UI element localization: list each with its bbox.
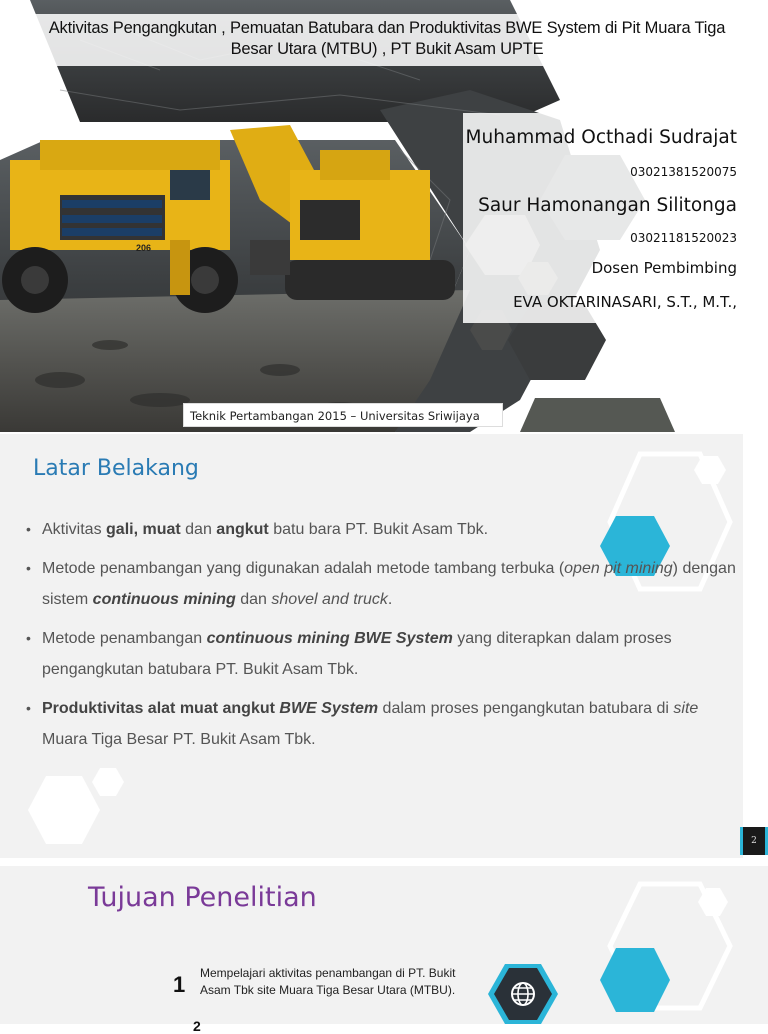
background-bullets (26, 514, 738, 763)
footer-text: Teknik Pertambangan 2015 – Universitas Sriwijaya (190, 409, 480, 423)
goal-1-number: 1 (173, 972, 186, 997)
globe-icon (509, 980, 537, 1008)
goal-1-text: Mempelajari aktivitas penambangan di PT. Bukit Asam Tbk site Muara Tiga Besar Utara (MTBU). (200, 966, 456, 997)
bullet-3: • Metode penambangan continuous mining BWE System yang diterapkan dalam proses pengangkutan batubara PT. Bukit Asam Tbk. (26, 623, 738, 685)
hex-white-small (92, 768, 124, 796)
author1-name: Muhammad Octhadi Sudrajat (465, 127, 737, 148)
hex-outline-small (694, 456, 726, 484)
hex-white-large (28, 776, 100, 844)
section-title-latar-belakang: Latar Belakang (33, 456, 199, 481)
truck-number: 206 (136, 243, 152, 253)
presentation-title-line2: Besar Utara (MTBU) , PT Bukit Asam UPTE (230, 40, 544, 58)
hex-accent-blue-3 (600, 948, 670, 1012)
objectives-slide (0, 866, 768, 1034)
supervisor-label: Dosen Pembimbing (591, 259, 737, 277)
bullet-4: • Produktivitas alat muat angkut BWE System dalam proses pengangkutan batubara di site Muara Tiga Besar PT. Bukit Asam Tbk. (26, 693, 738, 755)
footer-box (183, 403, 503, 427)
small-hex-2 (520, 398, 675, 432)
author2-name: Saur Hamonangan Silitonga (478, 195, 737, 216)
background-slide (0, 434, 743, 858)
bullet-2: • Metode penambangan yang digunakan adalah metode tambang terbuka (open pit mining) dengan sistem continuous mining dan shovel and truck. (26, 553, 738, 615)
goal-2-number: 2 (193, 1018, 201, 1034)
title-slide (0, 0, 768, 432)
author2-id: 03021181520023 (630, 231, 737, 245)
author1-id: 03021381520075 (630, 165, 737, 179)
title-box (26, 14, 748, 66)
authors-box (463, 113, 745, 323)
supervisor-name: EVA OKTARINASARI, S.T., M.T., (513, 293, 737, 311)
page-number-badge: 2 (740, 827, 768, 855)
bullet-1: • Aktivitas gali, muat dan angkut batu bara PT. Bukit Asam Tbk. (26, 514, 738, 545)
section-title-tujuan: Tujuan Penelitian (88, 882, 317, 913)
presentation-title-line1: Aktivitas Pengangkutan , Pemuatan Batubara dan Produktivitas BWE System di Pit Muara Tiga (48, 19, 726, 37)
